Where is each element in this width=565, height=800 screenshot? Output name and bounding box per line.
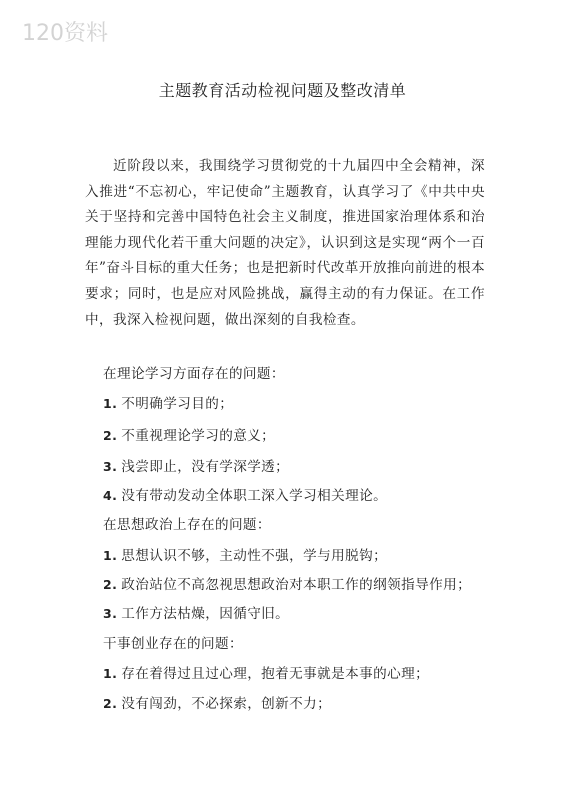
- list-item: [103, 573, 471, 593]
- list-item: [103, 544, 387, 564]
- item-text: 思想认识不够，主动性不强，学与用脱钩；: [121, 548, 388, 564]
- item-number: 1.: [103, 396, 118, 411]
- list-item: [103, 392, 233, 412]
- item-number: 4.: [103, 488, 118, 503]
- item-text: 不重视理论学习的意义；: [121, 428, 276, 444]
- item-text: 工作方法枯燥，因循守旧。: [121, 606, 290, 622]
- item-text: 政治站位不高忽视思想政治对本职工作的纲领指导作用；: [121, 577, 472, 593]
- item-text: 不明确学习目的；: [121, 396, 234, 412]
- item-text: 存在着得过且过心理，抱着无事就是本事的心理；: [121, 666, 430, 682]
- section-heading-theory: 在理论学习方面存在的问题：: [103, 366, 285, 382]
- list-item: [103, 602, 289, 622]
- list-item: [103, 455, 289, 475]
- item-number: 3.: [103, 606, 118, 621]
- item-number: 2.: [103, 696, 118, 711]
- section-heading-political: 在思想政治上存在的问题：: [103, 517, 271, 533]
- section-heading-work: 干事创业存在的问题：: [103, 636, 243, 652]
- list-item: [103, 484, 387, 504]
- item-text: 浅尝即止，没有学深学透；: [121, 459, 290, 475]
- item-number: 3.: [103, 459, 118, 474]
- list-item: [103, 662, 429, 682]
- item-number: 2.: [103, 577, 118, 592]
- item-number: 1.: [103, 548, 118, 563]
- list-item: [103, 424, 275, 444]
- item-number: 2.: [103, 428, 118, 443]
- item-text: 没有带动发动全体职工深入学习相关理论。: [121, 488, 388, 504]
- item-number: 1.: [103, 666, 118, 681]
- document-title: 主题教育活动检视问题及整改清单: [158, 81, 407, 100]
- item-text: 没有闯劲，不必探索，创新不力；: [121, 696, 332, 712]
- list-item: [103, 692, 331, 712]
- intro-paragraph: 近阶段以来，我围绕学习贯彻党的十九届四中全会精神，深入推进“不忘初心，牢记使命”主题教育，认真学习了《中共中央关于坚持和完善中国特色社会主义制度，推进国家治理体系和治理能力现代化若干重大问题的决定》，认识到这是实现“两个一百年”奋斗目标的重大任务；也是把新时代改革开放推向前进的根本要求；同时，也是应对风险挑战，赢得主动的有力保证。在工作中，我深入检视问题，做出深刻的自我检查。: [85, 158, 485, 328]
- watermark-logo: 120资料: [22, 21, 108, 46]
